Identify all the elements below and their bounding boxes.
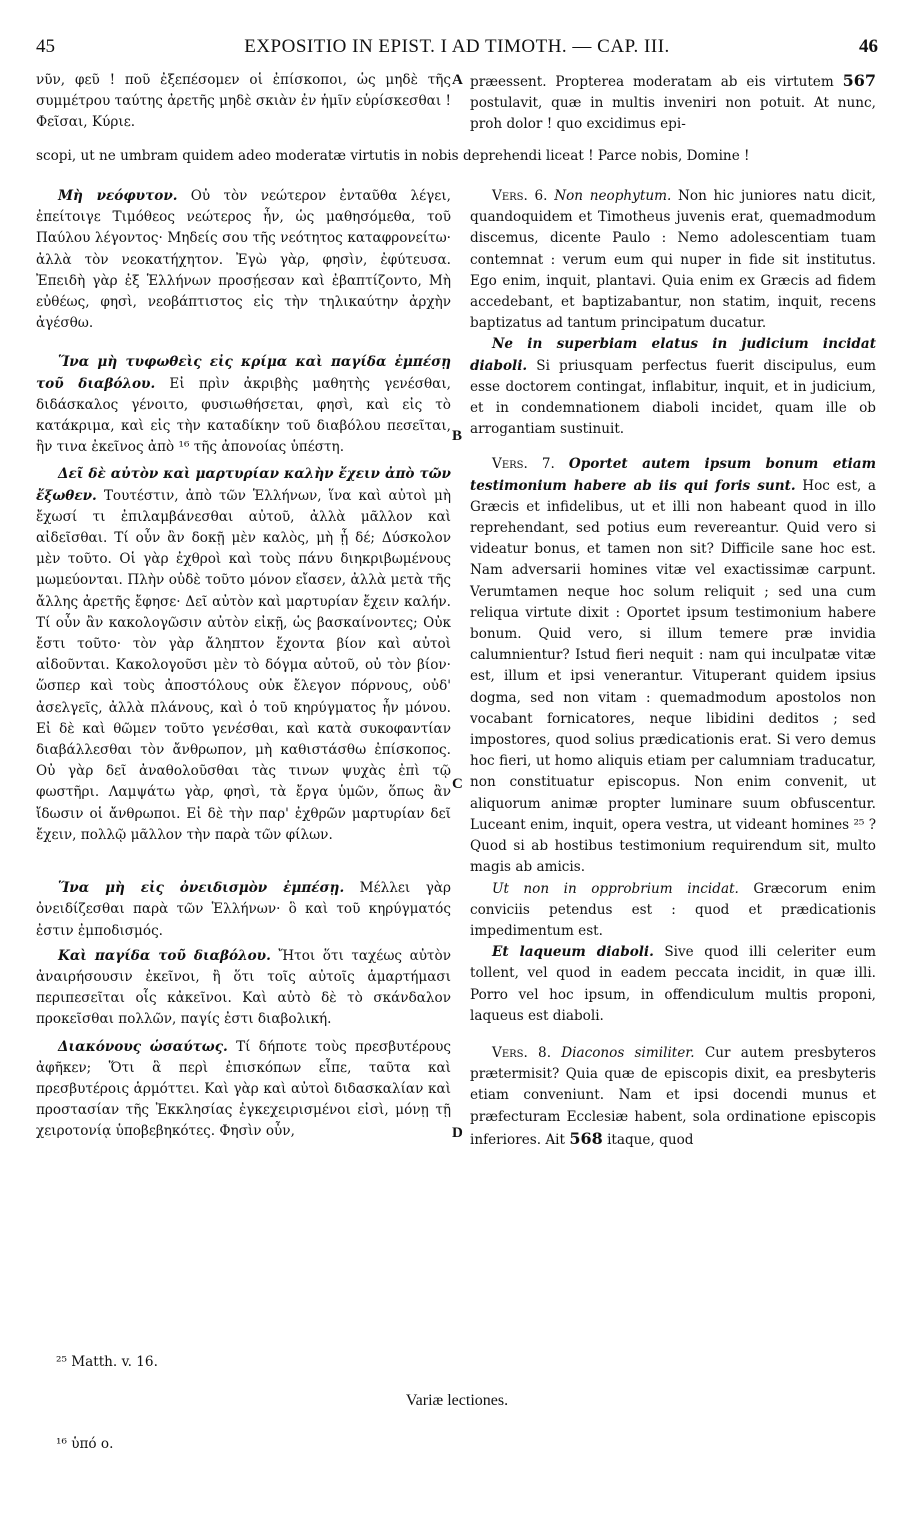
- running-title: EXPOSITIO IN EPIST. I AD TIMOTH. — CAP. III.: [244, 36, 670, 57]
- full-width-text: scopi, ut ne umbram quidem adeo moderatæ virtutis in nobis deprehendi liceat ! Parce nobis, Domine !: [36, 148, 750, 164]
- greek-lemma-1: Μὴ νεόφυτον.: [58, 188, 178, 204]
- greek-paragraph-3: [36, 464, 451, 846]
- latin-lemma-v6: Non neophytum.: [554, 188, 672, 204]
- greek-paragraph-4: [36, 878, 451, 942]
- latin-text-v7b: Græcorum enim conviciis petendus est : quod et prædicationis impedimentum est.: [470, 880, 876, 939]
- latin-paragraph-v7b: [470, 879, 876, 943]
- latin-column: [470, 186, 876, 1151]
- latin-text-v8-post: itaque, quod: [607, 1131, 694, 1148]
- latin-text-v8-pre: Cur autem presbyteros prætermisit? Quia quæ de episcopis dixit, ea presbyteris etiam conveniunt. Nam et ipsi docendi munus et præfecturam Ecclesiæ habent, sola ordinatione episcopis inferiores. Ait: [470, 1044, 877, 1148]
- latin-top-pre: præessent. Propterea moderatam ab eis virtutem: [470, 74, 834, 90]
- verse-label-8: Vers. 8.: [492, 1044, 552, 1061]
- page-number-left: 45: [36, 36, 55, 57]
- greek-paragraph-6: [36, 1037, 451, 1143]
- column-number-568: 568: [569, 1128, 603, 1148]
- latin-paragraph-v6: [470, 186, 876, 334]
- latin-top-paragraph: [470, 70, 876, 136]
- greek-text-6: Τί δήποτε τοὺς πρεσβυτέρους ἀφῆκεν; Ὅτι ἃ περὶ ἐπισκόπων εἶπε, ταῦτα καὶ πρεσβυτέροις ἁρμόττει. Καὶ γὰρ καὶ αὐτοὶ διδασκαλίαν καὶ προστασίαν τῆς Ἐκκλησίας ἐγκεχειρισμένοι εἰσὶ, μόνῃ τῇ χειροτονίᾳ ὑποβεβηκότες. Φησὶν οὖν,: [36, 1038, 452, 1140]
- latin-paragraph-v7: [470, 454, 876, 878]
- variae-lectiones-heading: Variæ lectiones.: [405, 1392, 509, 1409]
- greek-paragraph-5: [36, 946, 451, 1031]
- latin-top-post: postulavit, quæ in multis inveniri non potuit. At nunc, proh dolor ! quo excidimus epi-: [470, 95, 876, 133]
- latin-paragraph-v7c: [470, 942, 876, 1027]
- latin-paragraph-v6b: [470, 334, 876, 440]
- latin-text-v7c: Sive quod illi celeriter eum tollent, vel quod in eadem peccata incidit, in quæ illi. Porro vel hoc ipsum, in offendiculum multis proponi, laqueus est diaboli.: [470, 944, 876, 1024]
- verse-label-7: Vers. 7.: [492, 456, 555, 473]
- latin-text-v7: Hoc est, a Græcis et infidelibus, ut et illi non habeant quod in illo reprehendant, sed potius eum revereantur. Quid vero si videatur bonus, et tamen non sit? Difficile sane hoc est. Nam adversarii homines vitæ vel exactissimæ carpunt. Verumtamen neque hoc solum reliquit ; sed una cum reliqua virtute dixit : Oportet ipsum testimonium habere bonum. Quid vero, si illum temere præ invidia calumnientur? Istud fieri nequit : nam qui inculpatæ vitæ est, illum et ipsi venerantur. Vituperant quidem ipsius dogma, sed non vitam : quemadmodum apostolos non vocabant fornicatores, neque libidini deditos ; sed impostores, quod solius prædicationis erat. Si vero demus hoc fieri, ut homo aliquis etiam per calumniam traducatur, non constituatur episcopus. Non enim convenit, ut aliquorum animæ propter luminare suum obfuscentur. Luceant enim, inquit, opera vestra, ut videant homines ²⁵ ? Quod si ab hostibus testimonium requirendum sit, multo magis ab amicis.: [470, 477, 876, 876]
- latin-lemma-v7b: Ut non in opprobrium incidat.: [492, 880, 739, 897]
- greek-column: [36, 186, 451, 1143]
- latin-lemma-v7c: Et laqueum diaboli.: [492, 944, 654, 961]
- greek-paragraph-1: [36, 186, 451, 334]
- page-number-right: 46: [859, 36, 878, 57]
- verse-label-6: Vers. 6.: [492, 188, 548, 204]
- footnote-16: ¹⁶ ὑπό ο.: [56, 1436, 114, 1452]
- greek-text-3: Τουτέστιν, ἀπὸ τῶν Ἑλλήνων, ἵνα καὶ αὐτοὶ μὴ ἔχωσί τι ἐπιλαμβάνεσθαι αὐτοῦ, ἀλλὰ μᾶλλον καὶ αἰδεῖσθαι. Τί οὖν ἂν δοκῇ μὲν καλὸς, μὴ ᾖ δέ; Δύσκολον μὲν τοῦτο. Οἱ γὰρ ἐχθροὶ καὶ τοὺς πάνυ διηκριβωμένους μωμεύονται. Πλὴν οὐδὲ τοῦτο μόνον εἴασεν, ἀλλὰ μετὰ τῆς ἄλλης ἀρετῆς ἔφησε· Δεῖ αὐτὸν καὶ μαρτυρίαν ἔχειν καλήν. Τί οὖν ἂν κακολογῶσιν αὐτὸν εἰκῇ, ὡς βασκαίνοντες; Οὐκ ἔστι τοῦτο· τὸν γὰρ ἄληπτον ἔχοντα βίον καὶ αὐτοὶ αἰδοῦνται. Κακολογοῦσι μὲν τὸ δόγμα αὐτοῦ, οὐ τὸν βίον· ὥσπερ καὶ τοὺς ἀποστόλους οὐκ ἔλεγον πόρνους, οὐδ' ἀσελγεῖς, ἀλλὰ πλάνους, καὶ ὁ τοῦ κηρύγματος ἦν μόνου. Εἰ δὲ καὶ θῶμεν τοῦτο γενέσθαι, καὶ κατὰ συκοφαντίαν διαβάλλεσθαι τὸν ἄνθρωπον, μὴ καθιστάσθω ἐπίσκοπος. Οὐ γὰρ δεῖ ἀναθολοῦσθαι τὰς τινων ψυχὰς ἐπὶ τῷ φωστῆρι. Λαμψάτω γὰρ, φησὶ, τὰ ἔργα ὑμῶν, ὅπως ἂν ἴδωσιν οἱ ἄνθρωποι. Εἰ δὲ τὴν παρ' ἐχθρῶν μαρτυρίαν δεῖ ἔχειν, πολλῷ μᾶλλον τὴν παρὰ τῶν φίλων.: [36, 487, 451, 843]
- greek-top-text: νῦν, φεῦ ! ποῦ ἐξεπέσομεν οἱ ἐπίσκοποι, ὡς μηδὲ τῆς συμμέτρου ταύτης ἀρετῆς μηδὲ σκιὰν ἐν ἡμῖν εὑρίσκεσθαι ! Φεῖσαι, Κύριε.: [36, 72, 451, 131]
- running-header: [36, 36, 878, 62]
- footnote-25: ²⁵ Matth. v. 16.: [56, 1354, 158, 1370]
- greek-text-5: Ἤτοι ὅτι ταχέως αὐτὸν ἀναιρήσουσιν ἐκεῖνοι, ἢ ὅτι τοῖς αὐτοῖς ἁμαρτήμασι περιπεσεῖται οἷς κἀκεῖνοι. Καὶ αὐτὸ δὲ τὸ σκάνδαλον προκεῖσθαι πολλῶν, παγίς ἐστι διαβολική.: [36, 947, 451, 1028]
- latin-lemma-v7: Oportet autem ipsum bonum etiam testimonium habere ab iis qui foris sunt.: [470, 456, 877, 494]
- column-number-567: 567: [842, 71, 876, 90]
- greek-lemma-5: Καὶ παγίδα τοῦ διαβόλου.: [58, 947, 271, 964]
- greek-lemma-4: Ἵνα μὴ εἰς ὀνειδισμὸν ἐμπέσῃ.: [58, 880, 345, 897]
- greek-text-2: Εἰ πρὶν ἀκριβὴς μαθητὴς γενέσθαι, διδάσκαλος γένοιτο, φυσιωθήσεται, φησὶ, καὶ εἰς τὸ κατάκριμα, καὶ εἰς τὴν καταδίκην τοῦ διαβόλου πεσεῖται, ἣν τινα ἐκεῖνος ἀπὸ ¹⁶ τῆς ἀπονοίας ὑπέστη.: [36, 375, 451, 456]
- margin-marker-a: A: [452, 72, 463, 88]
- margin-marker-c: C: [452, 776, 463, 792]
- latin-paragraph-v8: [470, 1043, 876, 1151]
- latin-text-v6: Non hic juniores natu dicit, quandoquidem et Timotheus juvenis erat, quemadmodum discemus, dicente Paulo : Nemo adolescentiam tuam contemnat : verum eum qui nuper in fide sit institutus. Ego enim, inquit, plantavi. Quia enim ex Græcis ad fidem accedebant, et baptizabantur, non statim, inquit, recens baptizatus ad tantum principatum ducatur.: [470, 188, 876, 332]
- greek-text-4: Μέλλει γὰρ ὀνειδίζεσθαι παρὰ τῶν Ἑλλήνων· ὃ καὶ τοῦ κηρύγματός ἐστιν ἐμποδισμός.: [36, 880, 451, 939]
- margin-marker-d: D: [452, 1125, 463, 1141]
- full-width-line: [36, 146, 876, 167]
- greek-lemma-2: Ἵνα μὴ τυφωθεὶς εἰς κρίμα καὶ παγίδα ἐμπέσῃ τοῦ διαβόλου.: [36, 354, 451, 392]
- greek-top-paragraph: [36, 70, 451, 134]
- latin-lemma-v8: Diaconos similiter.: [561, 1044, 695, 1061]
- margin-marker-b: B: [452, 428, 463, 444]
- latin-text-v6b: Si priusquam perfectus fuerit discipulus, eum esse doctorem contingat, inflabitur, inquit, et in judicium, et in condemnationem diaboli incidet, quam ille ob arrogantiam sustinuit.: [470, 357, 877, 438]
- latin-top-text: [470, 70, 876, 136]
- greek-paragraph-2: [36, 352, 451, 458]
- greek-lemma-3: Δεῖ δὲ αὐτὸν καὶ μαρτυρίαν καλὴν ἔχειν ἀπὸ τῶν ἔξωθεν.: [36, 466, 451, 504]
- greek-lemma-6: Διακόνους ὡσαύτως.: [58, 1038, 228, 1055]
- latin-lemma-v6b: Ne in superbiam elatus in judicium incidat diaboli.: [470, 336, 876, 374]
- greek-text-1: Οὐ τὸν νεώτερον ἐνταῦθα λέγει, ἐπείτοιγε Τιμόθεος νεώτερος ἦν, ὡς μαθησόμεθα, τοῦ Παύλου λέγοντος· Μηδείς σου τῆς νεότητος καταφρονείτω· ἀλλὰ τὸν νεοκατήχητον. Ἐγὼ γὰρ, φησὶν, ἐφύτευσα. Ἐπειδὴ γὰρ ἐξ Ἑλλήνων προσῄεσαν καὶ ἐβαπτίζοντο, Μὴ εὐθέως, φησὶ, νεοβάπτιστος εἰς τὴν τηλικαύτην ἀρχὴν ἀγέσθω.: [36, 188, 451, 332]
